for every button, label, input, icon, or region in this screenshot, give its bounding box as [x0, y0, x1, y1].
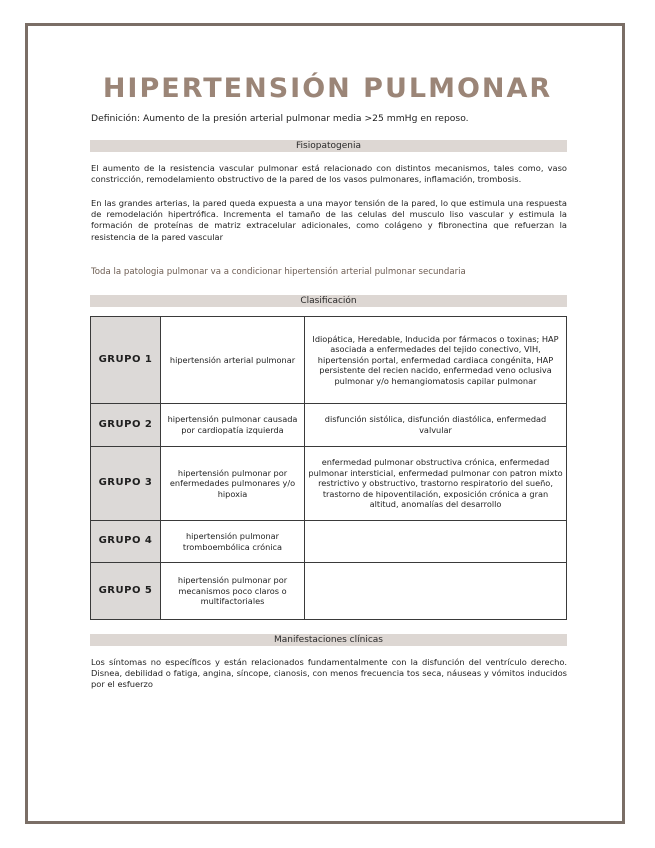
table-row — [91, 404, 567, 447]
group-name-cell: GRUPO 3 — [91, 447, 161, 521]
group-name-cell: GRUPO 4 — [91, 521, 161, 563]
group-causes-cell: enfermedad pulmonar obstructiva crónica, enfermedad pulmonar intersticial, enfermedad pulmonar con patron mixto restrictivo y obstructivo, trastorno respiratorio del sueño, trastorno de hipoventilación, exposición crónica a gran altitud, anomalías del desarrollo — [305, 447, 567, 521]
group-name-cell: GRUPO 2 — [91, 404, 161, 447]
section-header-fisiopatogenia: Fisiopatogenia — [90, 140, 567, 152]
group-type-cell: hipertensión pulmonar tromboembólica crónica — [161, 521, 305, 563]
group-causes-cell: disfunción sistólica, disfunción diastólica, enfermedad valvular — [305, 404, 567, 447]
table-row — [91, 563, 567, 620]
page-title: HIPERTENSIÓN PULMONAR — [102, 73, 553, 104]
group-type-cell: hipertensión pulmonar causada por cardiopatía izquierda — [161, 404, 305, 447]
fisiopatogenia-paragraph-1: El aumento de la resistencia vascular pulmonar está relacionado con distintos mecanismos, tales como, vaso constricción, remodelamiento obstructivo de la pared de los vasos pulmonares, inflamación, trombosis. — [91, 163, 567, 185]
table-row — [91, 447, 567, 521]
group-name-cell: GRUPO 1 — [91, 317, 161, 404]
group-type-cell: hipertensión pulmonar por enfermedades pulmonares y/o hipoxia — [161, 447, 305, 521]
group-type-cell: hipertensión pulmonar por mecanismos poco claros o multifactoriales — [161, 563, 305, 620]
group-causes-cell: Idiopática, Heredable, Inducida por fármacos o toxinas; HAP asociada a enfermedades del tejido conectivo, VIH, hipertensión portal, enfermedad cardiaca congénita, HAP persistente del recien nacido, enfermedad veno oclusiva pulmonar y/o hemangiomatosis capilar pulmonar — [305, 317, 567, 404]
group-name-cell: GRUPO 5 — [91, 563, 161, 620]
group-type-cell: hipertensión arterial pulmonar — [161, 317, 305, 404]
group-causes-cell — [305, 563, 567, 620]
section-header-clasificacion: Clasificación — [90, 295, 567, 307]
fisiopatogenia-paragraph-2: En las grandes arterias, la pared queda expuesta a una mayor tensión de la pared, lo que estimula una respuesta de remodelación hipertrófica. Incrementa el tamaño de las celulas del musculo liso vascular y estimula la formación de proteínas de matriz extracelular adicionales, como colágeno y fibronectina que refuerzan la resistencia de la pared vascular — [91, 198, 567, 242]
group-causes-cell — [305, 521, 567, 563]
section-header-manifestaciones: Manifestaciones clínicas — [90, 634, 567, 646]
table-row — [91, 521, 567, 563]
classification-table — [90, 316, 567, 620]
table-row — [91, 317, 567, 404]
definition-text: Definición: Aumento de la presión arterial pulmonar media >25 mmHg en reposo. — [91, 113, 469, 124]
highlight-note: Toda la patologia pulmonar va a condicionar hipertensión arterial pulmonar secundaria — [91, 267, 466, 277]
manifestaciones-text: Los síntomas no específicos y están relacionados fundamentalmente con la disfunción del ventrículo derecho. Disnea, debilidad o fatiga, angina, síncope, cianosis, con menos frecuencia tos seca, náuseas y vómitos inducidos por el esfuerzo — [91, 657, 567, 690]
